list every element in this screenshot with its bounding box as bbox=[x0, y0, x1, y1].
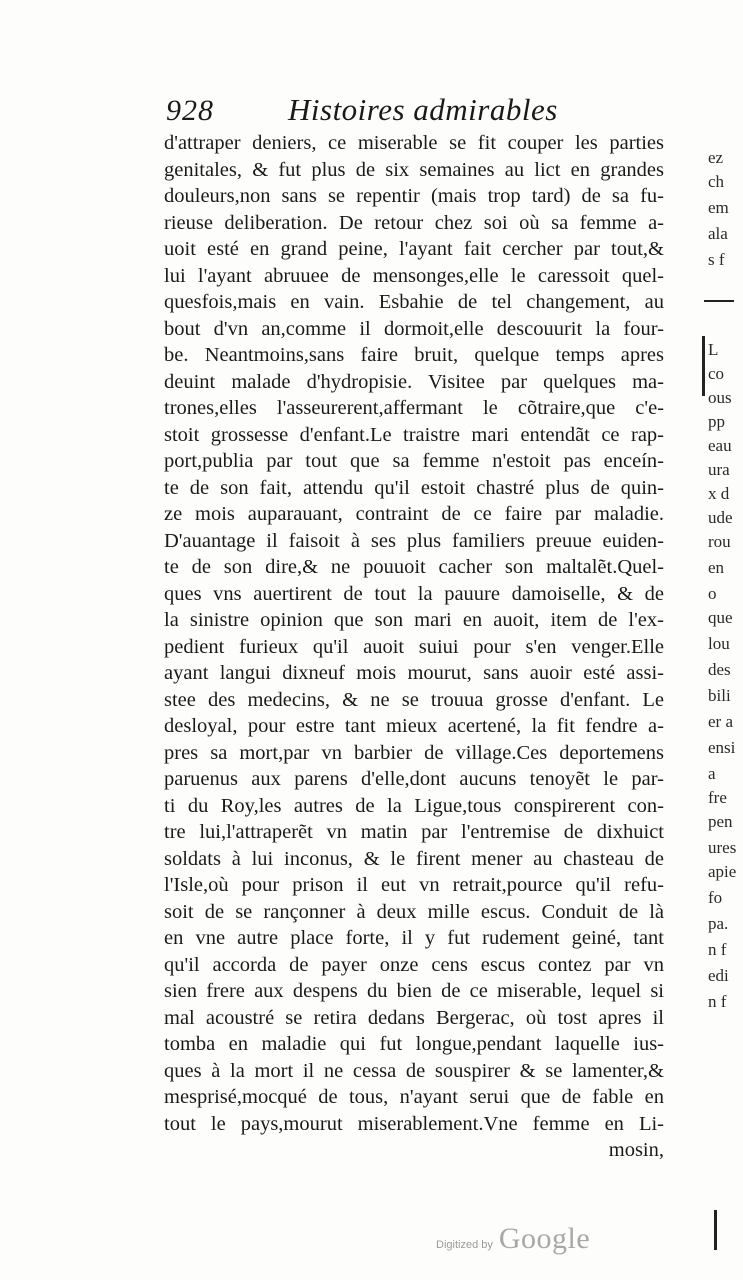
margin-fragment: que bbox=[708, 608, 733, 627]
text-line: pres sa mort,par vn barbier de village.Ces deportemens bbox=[164, 741, 664, 764]
text-line: mesprisé,mocqué de tous, n'ayant serui que de fable en bbox=[164, 1086, 664, 1108]
margin-fragment: ensi bbox=[708, 738, 736, 757]
text-line: mal acoustré se retira dedans Bergerac, où tost apres il bbox=[164, 1006, 664, 1029]
margin-rule bbox=[704, 300, 734, 302]
margin-fragment: ala bbox=[708, 224, 728, 243]
margin-fragment: em bbox=[708, 198, 729, 217]
text-line: ques vns auertirent de tout la pauure damoiselle, & de bbox=[164, 582, 664, 605]
text-line: soldats à lui inconus, & le firent mener au chasteau de bbox=[164, 847, 664, 870]
text-line: rieuse deliberation. De retour chez soi où sa femme a- bbox=[164, 211, 664, 234]
text-line: D'auantage il faisoit à ses plus familiers preuue euiden- bbox=[164, 529, 664, 552]
margin-fragment: L bbox=[708, 340, 719, 359]
page-header bbox=[160, 88, 680, 128]
text-line: stee des medecins, & ne se trouua grosse d'enfant. Le bbox=[164, 688, 664, 711]
margin-fragment: s f bbox=[708, 250, 725, 269]
text-line: paruenus aux parens d'elle,dont aucuns tenoyẽt le par- bbox=[164, 768, 664, 790]
page-number: 928 bbox=[166, 94, 214, 127]
margin-fragment: ude bbox=[708, 508, 733, 527]
margin-fragment: eau bbox=[708, 436, 732, 455]
text-line: lui l'ayant abruuee de mensonges,elle le caressoit quel- bbox=[164, 264, 664, 287]
digitized-by-label: Digitized by bbox=[436, 1239, 493, 1251]
margin-fragment: x d bbox=[708, 484, 730, 503]
body-text bbox=[164, 130, 664, 1164]
margin-fragment: des bbox=[708, 660, 731, 679]
margin-fragment: fre bbox=[708, 788, 727, 807]
text-line: ti du Roy,les autres de la Ligue,tous conspirerent con- bbox=[164, 794, 664, 817]
margin-fragment: fo bbox=[708, 888, 723, 907]
margin-fragment: ures bbox=[708, 838, 737, 857]
text-line: ze mois auparauant, contraint de ce faire par maladie. bbox=[164, 503, 664, 525]
margin-fragment: en bbox=[708, 558, 725, 577]
text-line: stoit grossesse d'enfant.Le traistre mari entendãt ce rap- bbox=[164, 423, 664, 446]
text-line: te de son fait, attendu qu'il estoit chastré plus de quin- bbox=[164, 476, 664, 499]
text-line: uoit esté en grand peine, l'ayant fait cercher par tout,& bbox=[164, 238, 664, 260]
google-logo: Google bbox=[498, 1222, 591, 1255]
margin-fragment: pen bbox=[708, 812, 733, 831]
margin-fragment: bili bbox=[708, 686, 731, 705]
text-line: tre lui,l'attraperẽt vn matin par l'entremise de dixhuict bbox=[164, 821, 664, 843]
facing-page-margin bbox=[700, 140, 743, 1280]
scan-watermark bbox=[436, 1222, 590, 1256]
margin-fragment: er a bbox=[708, 712, 734, 731]
margin-fragment: o bbox=[708, 584, 717, 603]
margin-fragment: co bbox=[708, 364, 725, 383]
text-line: ayant langui dixneuf mois mourut, sans auoir esté assi- bbox=[164, 662, 664, 684]
margin-fragment: a bbox=[708, 764, 716, 783]
margin-fragment: lou bbox=[708, 634, 730, 653]
margin-fragment: ch bbox=[708, 172, 725, 191]
text-line: genitales, & fut plus de six semaines au lict en grandes bbox=[164, 158, 664, 181]
margin-fragment: pa. bbox=[708, 914, 729, 933]
running-title: Histoires admirables bbox=[288, 92, 558, 127]
margin-fragment: ura bbox=[708, 460, 730, 479]
text-line: en vne autre place forte, il y fut rudement geiné, tant bbox=[164, 927, 664, 949]
margin-fragment: ez bbox=[708, 148, 724, 167]
text-line: ques à la mort il ne cessa de souspirer & se lamenter,& bbox=[164, 1059, 664, 1082]
margin-bracket bbox=[702, 336, 705, 396]
margin-fragment: pp bbox=[708, 412, 725, 431]
text-line: douleurs,non sans se repentir (mais trop tard) de sa fu- bbox=[164, 185, 664, 207]
margin-fragment: ous bbox=[708, 388, 732, 407]
text-line: te de son dire,& ne pouuoit cacher son maltalẽt.Quel- bbox=[164, 556, 664, 578]
text-line: tomba en maladie qui fut longue,pendant laquelle ius- bbox=[164, 1033, 664, 1055]
text-line: d'attraper deniers, ce miserable se fit couper les parties bbox=[164, 132, 664, 154]
text-line: soit de se rançonner à deux mille escus. Conduit de là bbox=[164, 900, 664, 923]
text-line: qu'il accorda de payer onze cens escus contez par vn bbox=[164, 953, 664, 976]
text-line: pedient furieux qu'il auoit suiui pour s'en venger.Elle bbox=[164, 635, 664, 658]
text-line: trones,elles l'asseurerent,affermant le cõtraire,que c'e- bbox=[164, 397, 664, 419]
margin-fragment: rou bbox=[708, 532, 731, 551]
text-line: bout d'vn an,comme il dormoit,elle descouurit la four- bbox=[164, 317, 664, 340]
margin-fragment: edi bbox=[708, 966, 729, 985]
text-line: mosin, bbox=[608, 1139, 664, 1161]
page-edge-mark bbox=[714, 1210, 717, 1250]
text-line: la sinistre opinion que son mari en auoit, item de l'ex- bbox=[164, 609, 664, 631]
margin-fragment: n f bbox=[708, 940, 727, 959]
margin-fragment: apie bbox=[708, 862, 737, 881]
text-line: be. Neantmoins,sans faire bruit, quelque temps apres bbox=[164, 344, 664, 366]
text-line: tout le pays,mourut miserablement.Vne femme en Li- bbox=[164, 1112, 664, 1135]
text-line: deuint malade d'hydropisie. Visitee par quelques ma- bbox=[164, 370, 664, 393]
text-line: l'Isle,où pour prison il eut vn retrait,pource qu'il refu- bbox=[164, 874, 664, 896]
margin-fragment: n f bbox=[708, 992, 727, 1011]
text-line: sien frere aux despens du bien de ce miserable, lequel si bbox=[164, 980, 664, 1002]
text-line: desloyal, pour estre tant mieux acertené, la fit fendre a- bbox=[164, 715, 664, 737]
text-line: quesfois,mais en vain. Esbahie de tel changement, au bbox=[164, 291, 664, 313]
text-line: port,publia par tout que sa femme n'estoit pas enceín- bbox=[164, 450, 664, 472]
